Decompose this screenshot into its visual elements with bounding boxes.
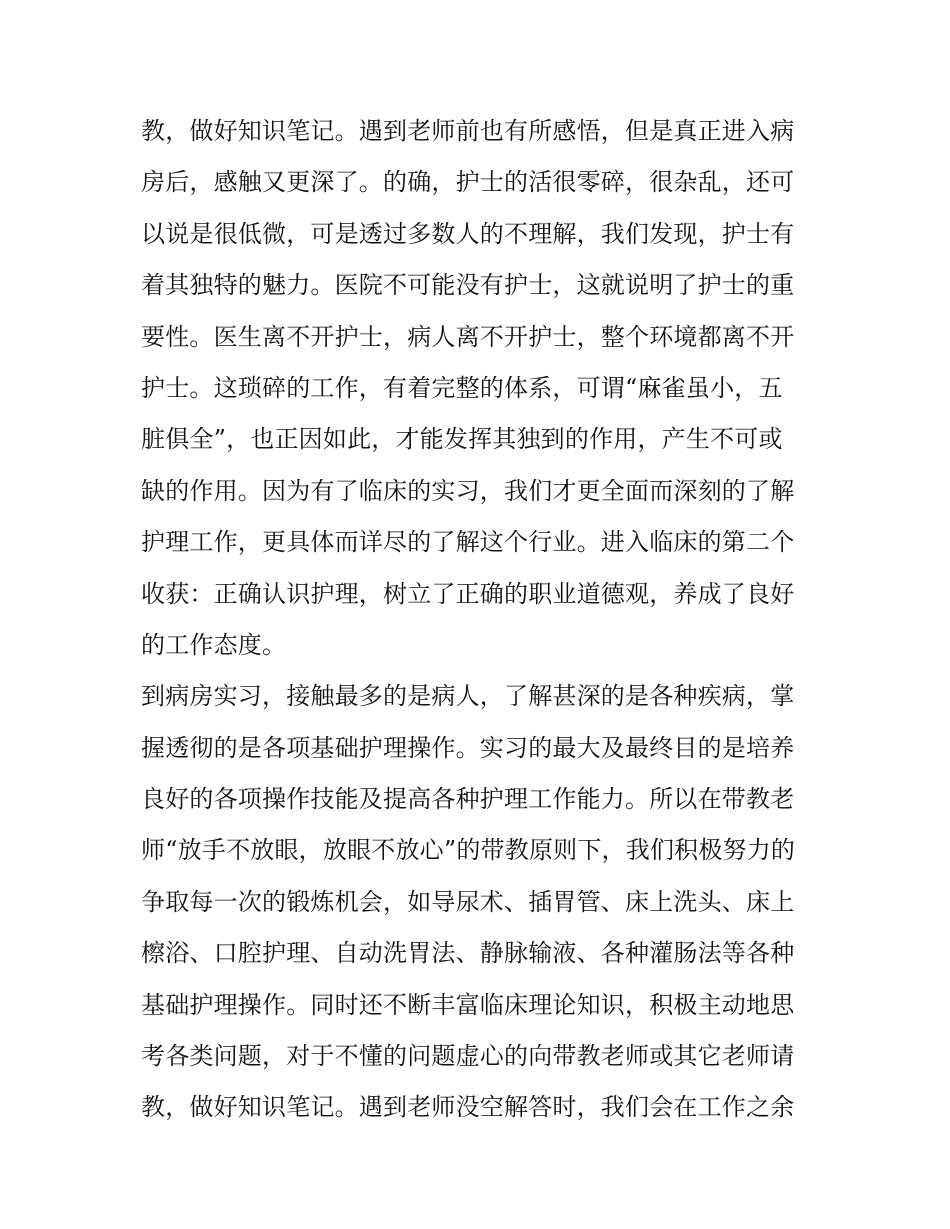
text-line: 脏俱全”，也正因如此，才能发挥其独到的作用，产生不可或 bbox=[141, 425, 783, 454]
text-line: 的工作态度。 bbox=[141, 630, 287, 659]
text-line: 要性。医生离不开护士，病人离不开护士，整个环境都离不开 bbox=[141, 322, 795, 351]
text-line: 基础护理操作。同时还不断丰富临床理论知识，积极主动地思 bbox=[141, 990, 795, 1019]
body-text bbox=[141, 106, 821, 1134]
text-line: 教，做好知识笔记。遇到老师没空解答时，我们会在工作之余 bbox=[141, 1093, 795, 1122]
text-line: 护士。这琐碎的工作，有着完整的体系，可谓“麻雀虽小，五 bbox=[141, 373, 783, 402]
text-line: 师“放手不放眼，放眼不放心”的带教原则下，我们积极努力的 bbox=[141, 836, 796, 865]
text-line: 护理工作，更具体而详尽的了解这个行业。进入临床的第二个 bbox=[141, 528, 795, 557]
text-line: 到病房实习，接触最多的是病人，了解甚深的是各种疾病，掌 bbox=[141, 682, 795, 711]
text-line: 着其独特的魅力。医院不可能没有护士，这就说明了护士的重 bbox=[141, 271, 795, 300]
text-line: 考各类问题，对于不懂的问题虚心的向带教老师或其它老师请 bbox=[141, 1042, 795, 1071]
text-line: 教，做好知识笔记。遇到老师前也有所感悟，但是真正进入病 bbox=[141, 117, 795, 145]
text-line: 争取每一次的锻炼机会，如导尿术、插胃管、床上洗头、床上 bbox=[141, 887, 795, 916]
text-line: 房后，感触又更深了。的确，护士的活很零碎，很杂乱，还可 bbox=[141, 168, 795, 197]
text-line: 缺的作用。因为有了临床的实习，我们才更全面而深刻的了解 bbox=[141, 476, 795, 505]
text-line: 檫浴、口腔护理、自动洗胃法、静脉输液、各种灌肠法等各种 bbox=[141, 939, 795, 968]
text-line: 握透彻的是各项基础护理操作。实习的最大及最终目的是培养 bbox=[141, 733, 795, 762]
text-line: 收获：正确认识护理，树立了正确的职业道德观，养成了良好 bbox=[141, 579, 795, 608]
text-line: 良好的各项操作技能及提高各种护理工作能力。所以在带教老 bbox=[141, 785, 795, 814]
text-line: 以说是很低微，可是透过多数人的不理解，我们发现，护士有 bbox=[141, 219, 795, 248]
